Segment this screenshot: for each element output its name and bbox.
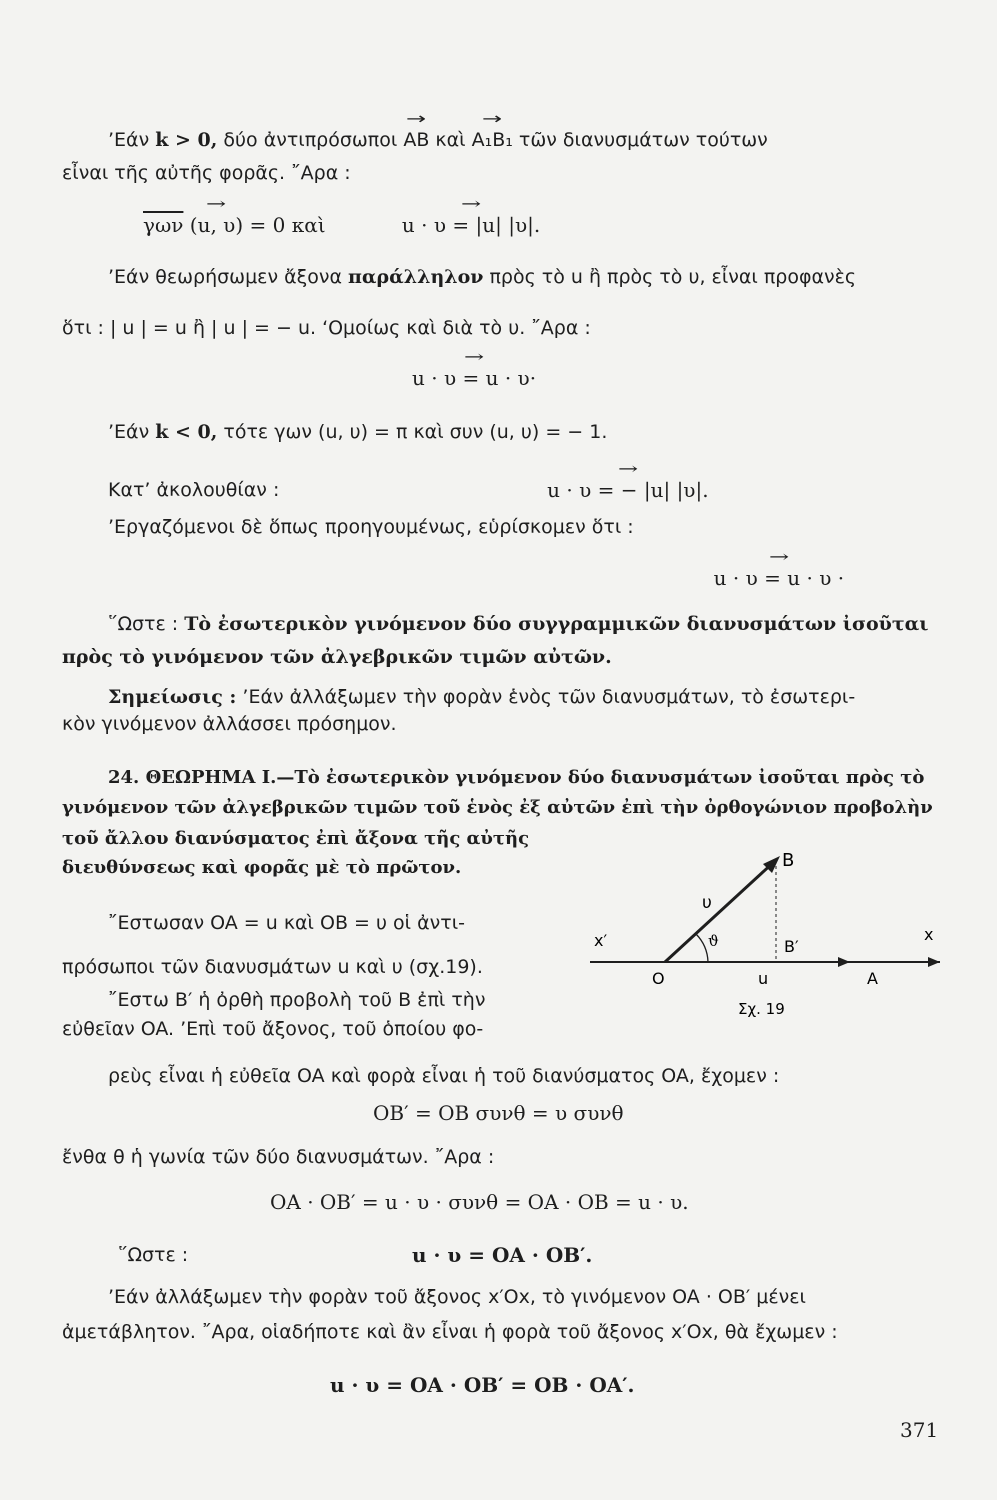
equation-5: OB′ = OB συνθ = υ συνθ	[373, 1101, 624, 1125]
equation-7: u · υ = OA · OB′.	[412, 1243, 593, 1267]
p4-label: Κατ’ ἀκολουθίαν :	[108, 479, 280, 501]
text: ’Εάν	[108, 421, 156, 443]
angle-func: $\overline{\gamma\omega\nu}$	[143, 213, 184, 237]
text: ’Εάν θεωρήσωμεν ἄξονα	[108, 266, 349, 288]
x-axis-arrow	[928, 957, 940, 967]
equation-8: u · υ = OA · OB′ = OB · OA′.	[330, 1373, 635, 1397]
label-v: υ	[702, 893, 712, 913]
k-condition: k > 0,	[155, 129, 218, 151]
vector-ob	[665, 860, 776, 962]
p7-line2: ἀμετάβλητον. ῎Αρα, οἱαδήποτε καὶ ἂν εἶναι ἡ φορὰ τοῦ ἄξονος x′Ox, θὰ ἔχωμεν :	[62, 1321, 838, 1343]
equation-6: OA · OB′ = u · υ · συνθ = OA · OB = u · υ.	[270, 1190, 689, 1214]
conclusion-line1	[108, 612, 928, 636]
label-a: A	[867, 969, 878, 988]
p6-line: ἔνθα θ ἡ γωνία τῶν δύο διανυσμάτων. ῎Αρα :	[62, 1146, 495, 1168]
conclusion-line2: πρὸς τὸ γινόμενον τῶν ἀλγεβρικῶν τιμῶν αὐτῶν.	[62, 646, 612, 668]
p5-line: ’Εργαζόμενοι δὲ ὅπως προηγουμένως, εὑρίσκομεν ὅτι :	[108, 516, 634, 538]
text: ’Εάν	[108, 129, 156, 151]
equation-4: → u · υ = u · υ ·	[714, 566, 844, 590]
p3-line	[108, 420, 607, 444]
conclusion-bold: Τὸ ἐσωτερικὸν γινόμενον δύο συγγραμμικῶν διανυσμάτων ἰσοῦται	[184, 613, 929, 635]
equation-1	[143, 213, 540, 237]
k-condition: k < 0,	[155, 421, 218, 443]
parallel-term: παράλληλον	[348, 266, 484, 288]
angle-args: → (u, υ)	[190, 213, 243, 237]
proof-line4: εὐθεῖαν OA. ’Επὶ τοῦ ἄξονος, τοῦ ὁποίου φο-	[62, 1018, 484, 1040]
text: ῞Ωστε :	[108, 613, 185, 635]
theorem-line4: διευθύνσεως καὶ φορᾶς μὲ τὸ πρῶτον.	[62, 857, 462, 878]
p2-line1	[108, 265, 856, 289]
vector-a1b1: → A₁B₁	[472, 128, 513, 152]
note-line2: κὸν γινόμενον ἀλλάσσει πρόσημον.	[62, 713, 397, 735]
text: ’Εάν ἀλλάξωμεν τὴν φορὰν ἑνὸς τῶν διανυσμάτων, τὸ ἐσωτερι-	[236, 686, 856, 708]
angle-arc	[696, 934, 708, 962]
p7-line1: ’Εάν ἀλλάξωμεν τὴν φορὰν τοῦ ἄξονος x′Ox, τὸ γινόμενον OA · OB′ μένει	[108, 1286, 806, 1308]
text: δύο ἀντιπρόσωποι	[217, 129, 404, 151]
text: πρὸς τὸ u ἢ πρὸς τὸ υ, εἶναι προφανὲς	[483, 266, 857, 288]
label-theta: ϑ	[708, 932, 719, 950]
note-label: Σημείωσις :	[108, 686, 237, 708]
figure-caption: Σχ. 19	[738, 1000, 785, 1018]
figure-19	[590, 838, 945, 1018]
vector-ab: → AB	[403, 128, 429, 152]
proof-line1: ῎Εστωσαν OA = u καὶ OB = υ οἱ ἀντι-	[108, 912, 465, 934]
proof-line3: ῎Εστω B′ ἡ ὀρθὴ προβολὴ τοῦ B ἐπὶ τὴν	[108, 989, 486, 1011]
p1-line2: εἶναι τῆς αὐτῆς φορᾶς. ῎Αρα :	[62, 162, 351, 184]
text: = 0 καὶ	[243, 213, 332, 237]
theorem-line2: γινόμενον τῶν ἀλγεβρικῶν τιμῶν τοῦ ἑνὸς ἐξ αὐτῶν ἐπὶ τὴν ὀρθογώνιον προβολὴν	[62, 797, 933, 818]
text: καὶ	[429, 129, 472, 151]
p1-line1	[108, 128, 768, 152]
p2-line2: ὅτι : | u | = u ἢ | u | = − u. ‘Ομοίως καὶ διὰ τὸ υ. ῎Αρα :	[62, 317, 591, 339]
label-o: O	[652, 969, 665, 988]
label-x: x	[924, 925, 934, 944]
product-abs: → u · υ = |u| |υ|.	[402, 213, 540, 237]
proof-line5: ρεὺς εἶναι ἡ εὐθεῖα OA καὶ φορὰ εἶναι ἡ τοῦ διανύσματος OA, ἔχομεν :	[108, 1065, 780, 1087]
text: τότε γων (u, υ) = π καὶ συν (u, υ) = − 1.	[217, 421, 608, 443]
theorem-line1: 24. ΘΕΩΡΗΜΑ Ι.—Τὸ ἐσωτερικὸν γινόμενον δύο διανυσμάτων ἰσοῦται πρὸς τὸ	[108, 767, 925, 788]
label-bprime: B′	[784, 937, 799, 956]
note-line1	[108, 685, 855, 709]
page-number: 371	[900, 1418, 939, 1442]
equation-2: → u · υ = u · υ·	[412, 366, 536, 390]
label-u: u	[758, 969, 769, 988]
text: τῶν διανυσμάτων τούτων	[512, 129, 768, 151]
theorem-line3: τοῦ ἄλλου διανύσματος ἐπὶ ἄξονα τῆς αὐτῆς	[62, 828, 530, 849]
label-b: B	[782, 850, 795, 871]
u-arrow	[838, 957, 850, 967]
equation-3: → u · υ = − |u| |υ|.	[547, 478, 708, 502]
eq6-label: ῞Ωστε :	[118, 1244, 189, 1266]
proof-line2: πρόσωποι τῶν διανυσμάτων u καὶ υ (σχ.19).	[62, 956, 483, 978]
label-xprime: x′	[594, 931, 608, 950]
